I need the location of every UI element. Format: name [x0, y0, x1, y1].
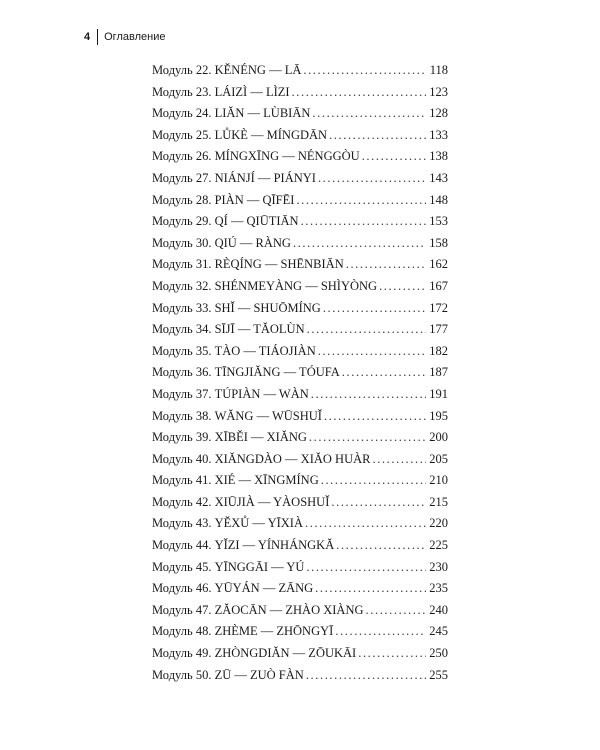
- toc-entry[interactable]: [152, 236, 448, 258]
- toc-entry-page: 187: [429, 365, 448, 380]
- toc-entry-label: Модуль 35. TÀO — TIÁOJIÀN: [152, 343, 316, 358]
- toc-entry-label: Модуль 49. ZHÒNGDIĂN — ZŌUKĀI: [152, 646, 357, 661]
- toc-entry-label: Модуль 48. ZHÈME — ZHŌNGYĪ: [152, 624, 334, 639]
- toc-entry-page: 133: [429, 127, 448, 142]
- toc-entry-label: Модуль 31. RÈQÍNG — SHĒNBIĀN: [152, 257, 344, 272]
- toc-entry-page: 255: [429, 667, 448, 682]
- dot-leader: [379, 279, 426, 294]
- dot-leader: [315, 581, 426, 596]
- toc-entry-label: Модуль 23. LÁIZÌ — LÌZI: [152, 84, 290, 99]
- dot-leader: [303, 63, 426, 78]
- toc-entry-page: 195: [429, 408, 448, 423]
- dot-leader: [307, 322, 426, 337]
- toc-entry-page: 245: [429, 624, 448, 639]
- toc-entry[interactable]: [152, 473, 448, 495]
- toc-entry-page: 123: [429, 84, 448, 99]
- toc-entry-page: 167: [429, 278, 448, 293]
- dot-leader: [292, 85, 426, 100]
- toc-entry-label: Модуль 22. KĚNÉNG — LĀ: [152, 63, 302, 77]
- page-number: 4: [84, 31, 91, 43]
- toc-entry[interactable]: [152, 85, 448, 107]
- toc-entry[interactable]: [152, 624, 448, 646]
- toc-entry-page: 138: [429, 149, 448, 164]
- dot-leader: [318, 344, 426, 359]
- toc-entry-label: Модуль 32. SHÉNMEYÀNG — SHÌYÒNG: [152, 278, 378, 293]
- dot-leader: [362, 149, 426, 164]
- toc-entry-page: 182: [429, 343, 448, 358]
- toc-entry[interactable]: [152, 430, 448, 452]
- toc-entry-page: 220: [429, 516, 448, 531]
- toc-entry[interactable]: [152, 646, 448, 668]
- page-header: [84, 28, 165, 46]
- dot-leader: [331, 495, 426, 510]
- toc-entry[interactable]: [152, 560, 448, 582]
- toc-entry-label: Модуль 39. XĪBĚI — XIĂNG: [152, 430, 307, 445]
- toc-entry-label: Модуль 47. ZĂOCĀN — ZHÀO XIÀNG: [152, 602, 364, 617]
- toc-entry[interactable]: [152, 516, 448, 538]
- dot-leader: [309, 430, 426, 445]
- dot-leader: [305, 516, 426, 531]
- dot-leader: [372, 452, 426, 467]
- toc-entry-label: Модуль 24. LIĂN — LÙBIĀN: [152, 106, 311, 121]
- toc-entry-label: Модуль 34. SĪJĪ — TĂOLÙN: [152, 322, 305, 337]
- toc-entry-page: 128: [429, 106, 448, 121]
- dot-leader: [358, 646, 426, 661]
- toc-entry-page: 118: [429, 63, 448, 77]
- toc-entry[interactable]: [152, 63, 448, 85]
- dot-leader: [323, 301, 426, 316]
- toc-entry[interactable]: [152, 128, 448, 150]
- dot-leader: [335, 624, 426, 639]
- toc-entry[interactable]: [152, 171, 448, 193]
- toc-entry-page: 148: [429, 192, 448, 207]
- dot-leader: [342, 365, 426, 380]
- toc-entry-label: Модуль 25. LŮKÈ — MÍNGDĀN: [152, 127, 328, 142]
- toc-entry[interactable]: [152, 452, 448, 474]
- toc-entry-label: Модуль 42. XIŪJIÀ — YÀOSHUǏ: [152, 494, 330, 509]
- table-of-contents: [152, 63, 448, 689]
- toc-entry[interactable]: [152, 214, 448, 236]
- toc-entry[interactable]: [152, 603, 448, 625]
- toc-entry-page: 153: [429, 214, 448, 229]
- dot-leader: [296, 193, 426, 208]
- toc-entry[interactable]: [152, 538, 448, 560]
- toc-entry-label: Модуль 26. MÍNGXĪNG — NÉNGGÒU: [152, 149, 360, 164]
- toc-entry[interactable]: [152, 149, 448, 171]
- dot-leader: [306, 560, 426, 575]
- toc-entry[interactable]: [152, 365, 448, 387]
- toc-entry-page: 235: [429, 581, 448, 596]
- toc-entry-label: Модуль 36. TĪNGJIĂNG — TÓUFA: [152, 365, 340, 380]
- toc-entry-label: Модуль 30. QIÚ — RÀNG: [152, 235, 291, 250]
- dot-leader: [301, 214, 426, 229]
- toc-entry[interactable]: [152, 344, 448, 366]
- toc-entry-label: Модуль 40. XIĂNGDÀO — XIĂO HUÀR: [152, 451, 371, 466]
- dot-leader: [311, 387, 426, 402]
- dot-leader: [324, 409, 426, 424]
- toc-entry-page: 158: [429, 235, 448, 250]
- dot-leader: [336, 538, 426, 553]
- dot-leader: [293, 236, 426, 251]
- toc-entry-page: 210: [429, 473, 448, 488]
- dot-leader: [346, 257, 426, 272]
- section-title: Оглавление: [104, 31, 166, 43]
- toc-entry-label: Модуль 43. YĚXŮ — YĪXIÀ: [152, 516, 303, 531]
- toc-entry[interactable]: [152, 668, 448, 690]
- toc-entry[interactable]: [152, 257, 448, 279]
- header-divider: [97, 29, 98, 45]
- dot-leader: [366, 603, 426, 618]
- toc-entry-label: Модуль 44. YǏZI — YÍNHÁNGKĂ: [152, 538, 335, 553]
- toc-entry-label: Модуль 37. TÚPIÀN — WÀN: [152, 386, 309, 401]
- toc-entry-label: Модуль 50. ZŪ — ZUÒ FÀN: [152, 667, 304, 682]
- toc-entry-page: 240: [429, 602, 448, 617]
- toc-entry-label: Модуль 33. SHǏ — SHUŌMÍNG: [152, 300, 321, 315]
- toc-entry-page: 191: [429, 386, 448, 401]
- toc-entry-label: Модуль 27. NIÁNJÍ — PIÁNYI: [152, 170, 316, 185]
- toc-entry-label: Модуль 28. PIÀN — QĪFĒI: [152, 192, 295, 207]
- toc-entry-page: 225: [429, 538, 448, 553]
- toc-entry[interactable]: [152, 495, 448, 517]
- dot-leader: [321, 473, 426, 488]
- dot-leader: [306, 668, 426, 683]
- dot-leader: [318, 171, 426, 186]
- toc-entry-page: 215: [429, 494, 448, 509]
- toc-entry-page: 172: [429, 300, 448, 315]
- toc-entry[interactable]: [152, 193, 448, 215]
- dot-leader: [312, 106, 426, 121]
- toc-entry-page: 205: [429, 451, 448, 466]
- toc-entry[interactable]: [152, 322, 448, 344]
- toc-entry-page: 162: [429, 257, 448, 272]
- toc-entry[interactable]: [152, 409, 448, 431]
- toc-entry-label: Модуль 41. XIÉ — XĪNGMÍNG: [152, 473, 319, 488]
- toc-entry-page: 250: [429, 646, 448, 661]
- toc-entry-label: Модуль 38. WĂNG — WŪSHUǏ: [152, 408, 322, 423]
- toc-entry-label: Модуль 46. YŪYÁN — ZĀNG: [152, 581, 314, 596]
- toc-entry[interactable]: [152, 581, 448, 603]
- toc-entry[interactable]: [152, 387, 448, 409]
- toc-entry[interactable]: [152, 279, 448, 301]
- toc-entry[interactable]: [152, 301, 448, 323]
- toc-entry-page: 200: [429, 430, 448, 445]
- toc-entry-page: 143: [429, 170, 448, 185]
- toc-entry-label: Модуль 29. QÍ — QIŪTIĀN: [152, 214, 299, 229]
- toc-entry-label: Модуль 45. YĪNGGĀI — YÚ: [152, 559, 305, 574]
- toc-entry-page: 177: [429, 322, 448, 337]
- toc-entry-page: 230: [429, 559, 448, 574]
- toc-entry[interactable]: [152, 106, 448, 128]
- dot-leader: [329, 128, 426, 143]
